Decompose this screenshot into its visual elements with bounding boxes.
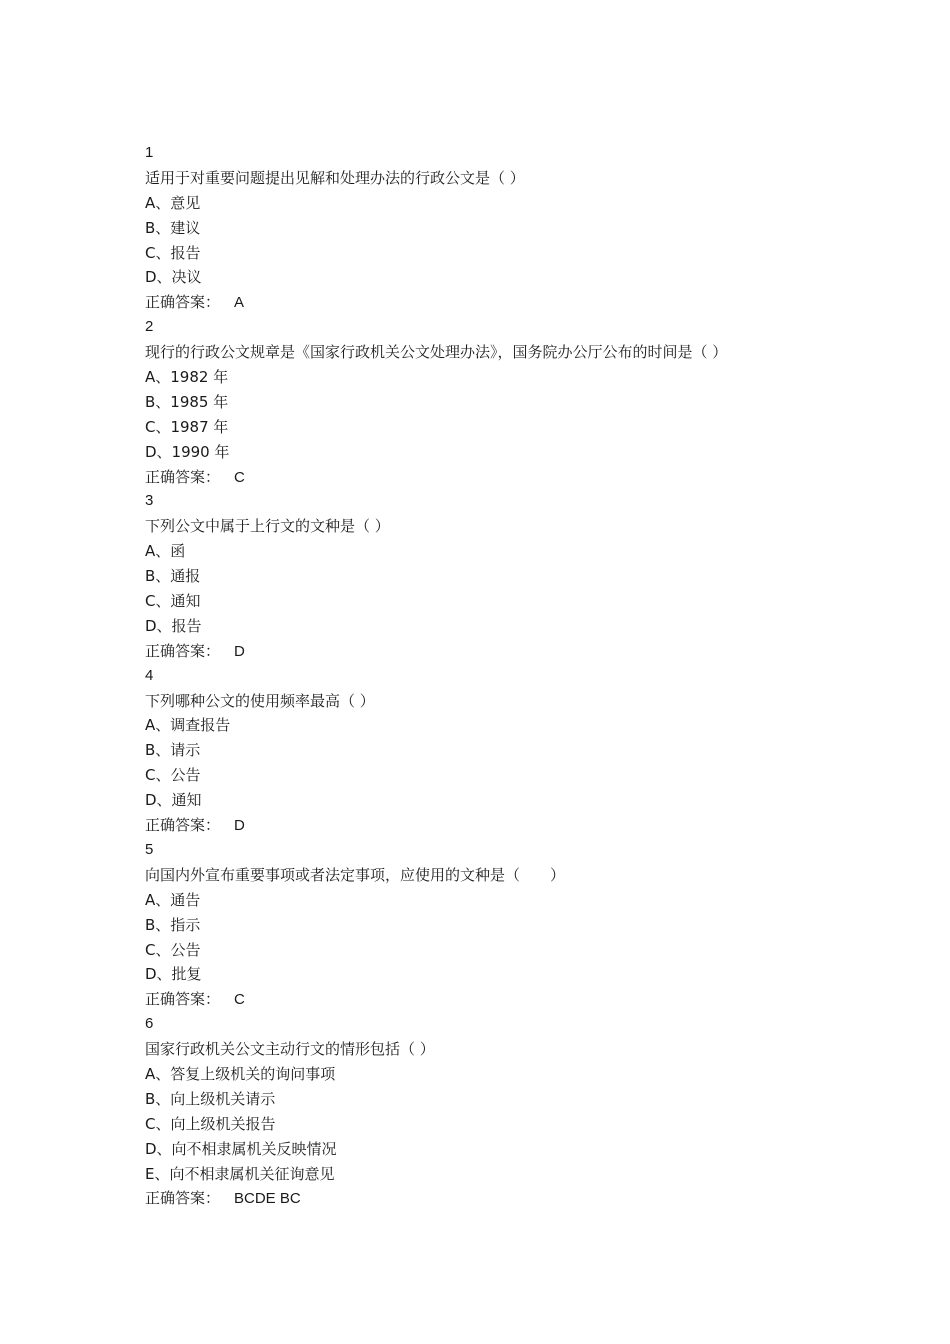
option: D、决议 [145, 268, 202, 287]
answer-value: C [234, 991, 245, 1009]
option: C、公告 [145, 940, 201, 959]
option: A、调查报告 [145, 716, 231, 735]
option: C、公告 [145, 766, 201, 785]
answer-label: 正确答案： [145, 816, 221, 835]
answer-label: 正确答案： [145, 293, 221, 312]
option: B、通报 [145, 567, 201, 586]
question-text: 下列公文中属于上行文的文种是（ ） [145, 517, 390, 536]
question-number: 2 [145, 318, 154, 336]
option: C、向上级机关报告 [145, 1114, 276, 1133]
option: C、通知 [145, 592, 201, 611]
question-block [145, 1012, 845, 1211]
question-text: 向国内外宣布重要事项或者法定事项，应使用的文种是（ ） [145, 865, 566, 884]
option: A、通告 [145, 890, 201, 909]
option: D、通知 [145, 791, 202, 810]
option: B、建议 [145, 218, 201, 237]
answer-label: 正确答案： [145, 1189, 221, 1208]
answer-value: A [234, 294, 245, 312]
answer-value: D [234, 642, 245, 660]
option: E、向不相隶属机关征询意见 [145, 1164, 335, 1183]
option: C、1987 年 [145, 417, 229, 436]
question-block [145, 489, 845, 663]
answer-line [145, 465, 845, 490]
option: D、报告 [145, 616, 202, 635]
question-number: 1 [145, 144, 154, 161]
question-block [145, 315, 845, 489]
answer-line [145, 1186, 845, 1211]
option: D、批复 [145, 965, 202, 984]
question-number: 3 [145, 492, 154, 510]
option: B、1985 年 [145, 392, 229, 411]
answer-line [145, 987, 845, 1012]
question-text: 国家行政机关公文主动行文的情形包括（ ） [145, 1040, 435, 1059]
question-number: 6 [145, 1015, 154, 1033]
option: C、报告 [145, 243, 201, 262]
option: D、1990 年 [145, 442, 230, 461]
question-text: 适用于对重要问题提出见解和处理办法的行政公文是（ ） [145, 168, 525, 187]
answer-label: 正确答案： [145, 467, 221, 486]
option: D、向不相隶属机关反映情况 [145, 1139, 337, 1158]
option: A、1982 年 [145, 368, 229, 387]
answer-line [145, 813, 845, 838]
question-number: 5 [145, 840, 154, 858]
answer-line [145, 290, 845, 315]
option: A、意见 [145, 193, 201, 212]
answer-line [145, 639, 845, 664]
document-body [145, 141, 845, 1211]
answer-value: D [234, 817, 245, 835]
answer-value: C [234, 468, 245, 486]
option: B、请示 [145, 741, 201, 760]
option: B、向上级机关请示 [145, 1089, 276, 1108]
option: B、指示 [145, 915, 201, 934]
answer-label: 正确答案： [145, 990, 221, 1009]
question-text: 现行的行政公文规章是《国家行政机关公文处理办法》，国务院办公厅公布的时间是（ ） [145, 343, 728, 362]
answer-label: 正确答案： [145, 641, 221, 660]
answer-value: BCDE BC [234, 1190, 301, 1208]
question-number: 4 [145, 666, 154, 684]
question-block [145, 664, 845, 838]
option: A、答复上级机关的询问事项 [145, 1064, 336, 1083]
question-block [145, 141, 845, 315]
question-text: 下列哪种公文的使用频率最高（ ） [145, 691, 375, 710]
option: A、函 [145, 542, 186, 561]
question-block [145, 838, 845, 1012]
